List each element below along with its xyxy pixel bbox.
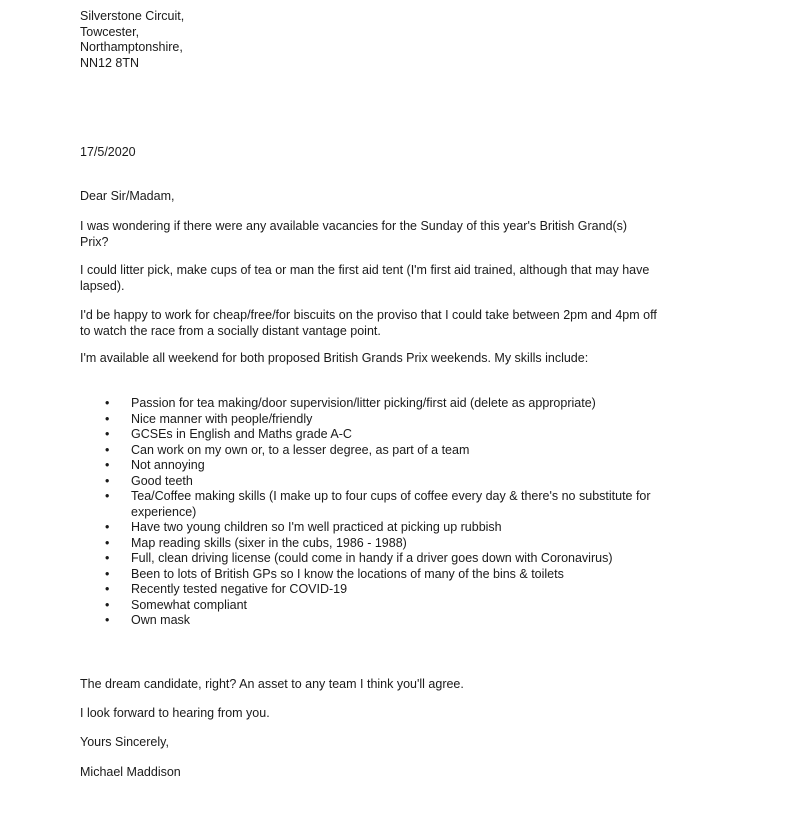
- skill-item: [80, 427, 700, 443]
- address-line: Silverstone Circuit,: [80, 9, 185, 23]
- skill-text: Have two young children so I'm well practiced at picking up rubbish: [131, 520, 502, 534]
- skill-item: [80, 536, 700, 552]
- bullet-icon: •: [105, 566, 110, 581]
- bullet-icon: •: [105, 489, 110, 503]
- salutation: Dear Sir/Madam,: [80, 189, 175, 203]
- skill-item: [80, 598, 700, 614]
- skill-text: Own mask: [131, 613, 191, 627]
- skill-text: Map reading skills (sixer in the cubs, 1986 - 1988): [131, 535, 407, 550]
- bullet-icon: •: [105, 411, 110, 426]
- bullet-icon: •: [105, 427, 110, 441]
- skill-text: GCSEs in English and Maths grade A-C: [131, 427, 352, 441]
- skill-item: [80, 458, 700, 474]
- address-line: Northamptonshire,: [80, 40, 183, 54]
- bullet-icon: •: [105, 613, 110, 627]
- bullet-icon: •: [105, 396, 110, 410]
- skill-item: [80, 443, 700, 459]
- closing-remark: The dream candidate, right? An asset to any team I think you'll agree.: [80, 677, 464, 691]
- skill-text: Full, clean driving license (could come in handy if a driver goes down with Coronavirus): [131, 551, 613, 565]
- paragraph-vacancy: I was wondering if there were any available vacancies for the Sunday of this year's British Grand(s) Prix?: [80, 219, 628, 249]
- closing-followup: I look forward to hearing from you.: [80, 706, 270, 720]
- bullet-icon: •: [105, 535, 110, 550]
- signature-name: Michael Maddison: [80, 765, 181, 779]
- skill-text: Tea/Coffee making skills (I make up to four cups of coffee every day & there's no substitute for experience): [131, 489, 651, 519]
- skill-text: Good teeth: [131, 473, 193, 488]
- skill-item: [80, 551, 700, 567]
- paragraph-duties: I could litter pick, make cups of tea or man the first aid tent (I'm first aid trained, although that may have lapsed).: [80, 263, 650, 293]
- skills-list: [80, 396, 700, 629]
- bullet-icon: •: [105, 597, 110, 612]
- address-line: NN12 8TN: [80, 55, 140, 70]
- skill-text: Can work on my own or, to a lesser degree, as part of a team: [131, 442, 470, 457]
- bullet-icon: •: [105, 582, 110, 596]
- skill-item: [80, 520, 700, 536]
- skill-item: [80, 412, 700, 428]
- skill-item: [80, 489, 700, 520]
- skill-item: [80, 567, 700, 583]
- skill-text: Somewhat compliant: [131, 597, 248, 612]
- skill-item: [80, 474, 700, 490]
- address-line: Towcester,: [80, 24, 140, 39]
- skill-item: [80, 582, 700, 598]
- skill-text: Been to lots of British GPs so I know the locations of many of the bins & toilets: [131, 566, 564, 581]
- recipient-address: [80, 9, 680, 71]
- letter-date: 17/5/2020: [80, 145, 136, 159]
- skill-text: Recently tested negative for COVID-19: [131, 582, 348, 596]
- skill-text: Passion for tea making/door supervision/litter picking/first aid (delete as appropriate): [131, 396, 596, 410]
- paragraph-pay: I'd be happy to work for cheap/free/for biscuits on the proviso that I could take between 2pm and 4pm off to watch the race from a socially distant vantage point.: [80, 308, 657, 338]
- sign-off: Yours Sincerely,: [80, 735, 169, 749]
- skill-text: Nice manner with people/friendly: [131, 411, 313, 426]
- paragraph-availability: I'm available all weekend for both proposed British Grands Prix weekends. My skills include:: [80, 351, 589, 365]
- bullet-icon: •: [105, 520, 110, 534]
- bullet-icon: •: [105, 551, 110, 565]
- skill-text: Not annoying: [131, 458, 205, 472]
- bullet-icon: •: [105, 458, 110, 472]
- bullet-icon: •: [105, 442, 110, 457]
- skill-item: [80, 613, 700, 629]
- skill-item: [80, 396, 700, 412]
- bullet-icon: •: [105, 473, 110, 488]
